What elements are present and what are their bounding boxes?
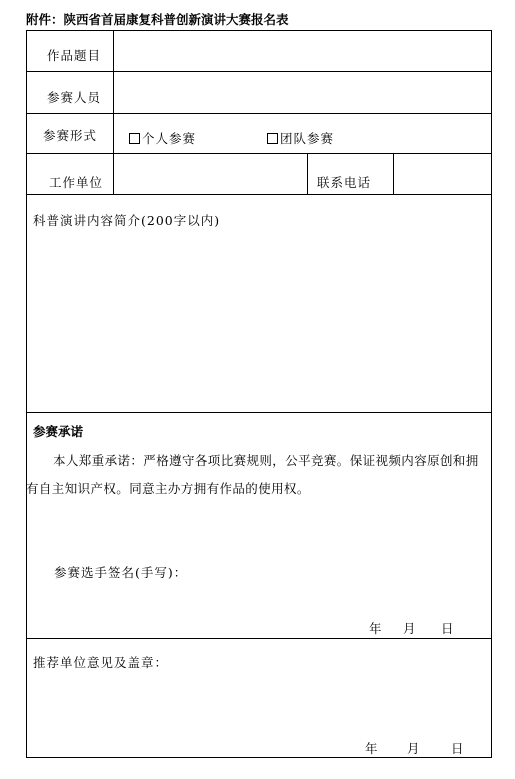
- row-divider: [27, 412, 491, 413]
- employer-label: 工作单位: [49, 175, 104, 190]
- row-divider: [27, 638, 491, 639]
- summary-field[interactable]: [29, 231, 491, 409]
- employer-field[interactable]: [115, 155, 305, 193]
- team-checkbox[interactable]: [267, 133, 278, 144]
- team-option-label: 团队参赛: [280, 131, 335, 146]
- work-title-label: 作品题目: [47, 48, 102, 63]
- pledge-line-2: 有自主知识产权。同意主办方拥有作品的使用权。: [26, 481, 310, 496]
- participants-label: 参赛人员: [47, 90, 102, 105]
- row-divider: [27, 153, 491, 154]
- phone-field[interactable]: [395, 155, 491, 193]
- pledge-month: 月: [403, 621, 417, 636]
- row-divider: [27, 113, 491, 114]
- signature-field[interactable]: [197, 557, 487, 583]
- pledge-line-1: 本人郑重承诺：严格遵守各项比赛规则，公平竞赛。保证视频内容原创和拥: [53, 453, 479, 468]
- label-column-divider: [113, 31, 114, 194]
- phone-label-divider-right: [393, 153, 394, 194]
- summary-label: 科普演讲内容简介(200字以内): [33, 213, 221, 228]
- individual-option-label: 个人参赛: [142, 131, 197, 146]
- individual-checkbox[interactable]: [129, 133, 140, 144]
- recommend-day: 日: [451, 741, 465, 756]
- work-title-field[interactable]: [115, 32, 491, 70]
- recommend-month: 月: [407, 741, 421, 756]
- recommend-label: 推荐单位意见及盖章：: [33, 655, 169, 670]
- pledge-year: 年: [369, 621, 383, 636]
- registration-form: [26, 30, 492, 758]
- phone-label: 联系电话: [317, 175, 372, 190]
- signature-label: 参赛选手签名(手写)：: [54, 565, 188, 580]
- individual-option[interactable]: [129, 129, 196, 147]
- phone-label-divider-left: [307, 153, 308, 194]
- format-label: 参赛形式: [43, 128, 98, 143]
- row-divider: [27, 194, 491, 195]
- row-divider: [27, 71, 491, 72]
- pledge-day: 日: [441, 621, 455, 636]
- team-option[interactable]: [267, 129, 334, 147]
- document-title: 附件：陕西省首届康复科普创新演讲大赛报名表: [26, 12, 289, 27]
- participants-field[interactable]: [115, 73, 491, 112]
- recommend-year: 年: [365, 741, 379, 756]
- recommend-field[interactable]: [29, 671, 491, 731]
- pledge-heading: 参赛承诺: [33, 424, 84, 439]
